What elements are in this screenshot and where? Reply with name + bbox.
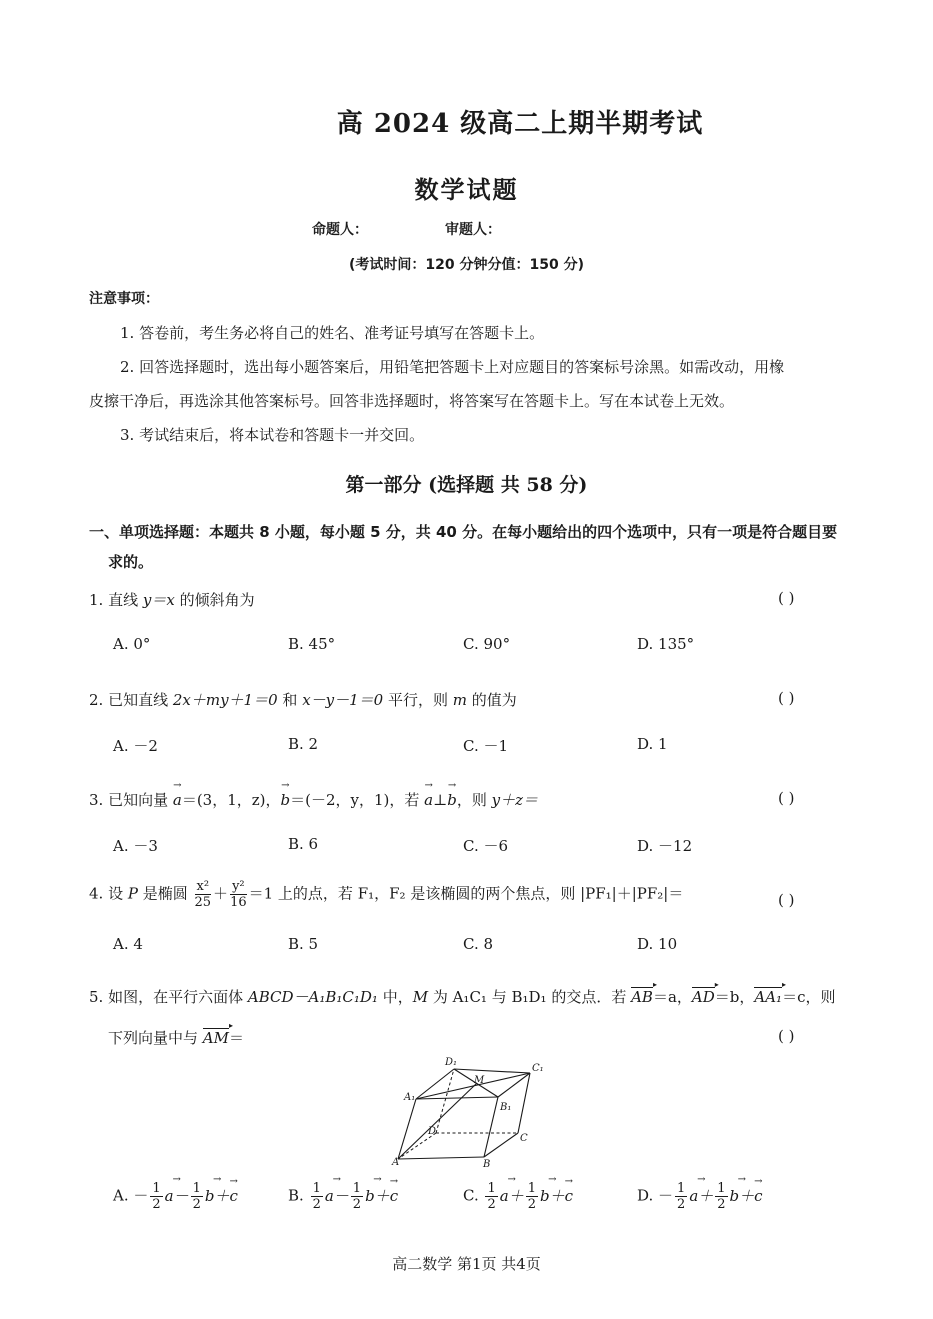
section-heading-line-1: 一、单项选择题：本题共 8 小题，每小题 5 分，共 40 分。在每小题给出的四个选项中，只有一项是符合题目要 [89,523,838,541]
page-footer: 高二数学 第1页 共4页 [392,1255,541,1273]
q5-line2-a: 下列向量中与 [108,1029,203,1047]
q2-option-a: A. －2 [113,737,158,755]
q4-option-d: D. 10 [637,935,678,953]
q5-eq-a: ＝a， [652,988,692,1006]
frac-num: 1 [152,1181,161,1196]
frac-den: 2 [487,1197,496,1212]
q3-option-c: C. －6 [463,837,509,855]
q3-option-a: A. －3 [113,837,158,855]
frac-den: 2 [677,1197,686,1212]
q2-option-c: C. －1 [463,737,509,755]
q4-option-b: B. 5 [288,935,319,953]
parallelepiped-figure [380,1055,560,1170]
frac-num: 1 [352,1181,362,1196]
note-item-3: 3. 考试结束后，将本试卷和答题卡一并交回。 [120,426,425,444]
q2-mid: 和 [277,691,303,709]
q1-prefix: 1. 直线 [89,591,143,609]
term-c: → c [754,1187,762,1205]
q4-option-a: A. 4 [113,935,143,953]
frac-num: 1 [487,1181,496,1196]
half-fraction [675,1182,687,1211]
notes-heading: 注意事项： [89,291,159,307]
q5-d-label: D. － [637,1186,674,1205]
frac-y-den: 16 [230,895,247,910]
half-fraction [150,1182,162,1211]
term-c: → c [230,1187,238,1205]
label-d1: D₁ [445,1057,458,1068]
vector-a-2: → a [424,791,433,809]
label-a: A [392,1157,400,1168]
frac-den: 2 [192,1197,201,1212]
term-a: → a＋ [500,1185,524,1206]
q2-expr-1: 2x＋my＋1＝0 [172,691,278,709]
half-fraction [311,1182,323,1211]
q1-option-a: A. 0° [113,635,151,653]
q3-b-value: ＝(－2，y，1)，若 [290,791,425,809]
q5-option-b [288,1182,398,1211]
section-heading-line-2: 求的。 [108,553,154,571]
plus-sign: ＋ [213,884,229,903]
vector-am: AM ▸ [203,1028,229,1047]
term-c: → c [565,1187,573,1205]
frac-num: 1 [677,1181,686,1196]
q4-mid: 是椭圆 [137,884,193,903]
q5-c-label: C. [463,1186,484,1205]
q1-option-d: D. 135° [637,635,695,653]
q3-option-b: B. 6 [288,835,319,853]
frac-num: 1 [717,1181,726,1196]
half-fraction [351,1182,363,1211]
q2-prefix: 2. 已知直线 [89,691,173,709]
q5-line2-b: ＝ [228,1029,244,1047]
reviewer-label: 审题人： [445,222,501,238]
q5-solid: ABCD－A₁B₁C₁D₁ [247,988,378,1006]
term-b: → b＋ [540,1185,565,1206]
term-b: → b＋ [365,1185,390,1206]
vector-aa1: AA₁ ▸ [754,987,782,1006]
q4-answer-paren: ( ) [778,891,795,909]
part-title: 第一部分 (选择题 共 58 分) [345,474,588,496]
ellipse-fraction-x [195,880,212,909]
frac-num: 1 [192,1181,201,1196]
term-a: → a－ [325,1185,349,1206]
half-fraction [191,1182,203,1211]
q5-b-label: B. [288,1186,309,1205]
frac-den: 2 [312,1197,321,1212]
subject-title: 数学试题 [414,175,519,204]
note-item-2-line-1: 2. 回答选择题时，选出每小题答案后，用铅笔把答题卡上对应题目的答案标号涂黑。如需改动，用橡 [120,358,785,376]
q3-answer-paren: ( ) [778,789,795,807]
q5-eq-c: ＝c，则 [782,988,836,1006]
question-4 [89,880,683,909]
q2-answer-paren: ( ) [778,689,795,707]
q2-option-d: D. 1 [637,735,668,753]
q1-option-b: B. 45° [288,635,336,653]
frac-num: 1 [527,1181,536,1196]
vector-a: → a [173,791,182,809]
frac-den: 2 [717,1197,726,1212]
q5-option-d [637,1182,763,1211]
vector-ab: AB ▸ [631,987,653,1006]
q1-suffix: 的倾斜角为 [174,591,255,609]
q5-line1-b: 中， [377,988,413,1006]
label-m: M [474,1075,485,1086]
question-2 [89,689,517,710]
label-c: C [520,1133,528,1144]
frac-num: 1 [312,1181,321,1196]
point-p: P [127,884,138,903]
label-a1: A₁ [404,1092,416,1103]
question-5-line-1 [89,986,835,1007]
label-d: D [428,1126,437,1137]
q5-option-a [113,1182,238,1211]
half-fraction [485,1182,497,1211]
q3-a-value: ＝(3，1，z)， [181,791,281,809]
label-b1: B₁ [500,1102,512,1113]
frac-den: 2 [352,1197,362,1212]
frac-y-num: y² [232,879,245,894]
q4-option-c: C. 8 [463,935,494,953]
perp-symbol: ⊥ [433,791,448,809]
note-item-1: 1. 答卷前，考生务必将自己的姓名、准考证号填写在答题卡上。 [120,324,545,342]
q3-tail: y＋z＝ [491,791,539,809]
question-3 [89,789,538,810]
q1-option-c: C. 90° [463,635,511,653]
question-1 [89,589,255,610]
vector-ad: AD ▸ [692,987,715,1006]
q2-mid-2: 平行，则 [383,691,453,709]
term-a: → a－ [165,1185,189,1206]
q1-answer-paren: ( ) [778,589,795,607]
frac-den: 2 [527,1197,536,1212]
q3-suffix: ，则 [456,791,492,809]
label-c1: C₁ [532,1063,544,1074]
vector-b-2: → b [447,791,457,809]
half-fraction [526,1182,538,1211]
term-c: → c [390,1187,398,1205]
frac-den: 2 [152,1197,161,1212]
term-b: → b＋ [205,1185,230,1206]
q4-prefix: 4. 设 [89,884,128,903]
q2-option-b: B. 2 [288,735,319,753]
q2-expr-2: x－y－1＝0 [302,691,384,709]
half-fraction [715,1182,727,1211]
note-item-2-line-2: 皮擦干净后，再选涂其他答案标号。回答非选择题时，将答案写在答题卡上。写在本试卷上无效。 [89,392,735,410]
q5-answer-paren: ( ) [778,1027,795,1045]
exam-title: 高 2024 级高二上期半期考试 [336,109,704,139]
term-b: → b＋ [730,1185,755,1206]
author-label: 命题人： [312,222,368,238]
q5-line1-a: 5. 如图，在平行六面体 [89,988,248,1006]
label-b: B [483,1159,491,1170]
q5-line1-c: 为 A₁C₁ 与 B₁D₁ 的交点．若 [428,988,632,1006]
question-5-line-2 [108,1027,244,1048]
frac-x-num: x² [196,879,210,894]
frac-x-den: 25 [194,895,212,910]
q1-expr: y＝x [142,591,175,609]
q5-a-label: A. － [113,1186,149,1205]
q5-eq-b: ＝b， [714,988,755,1006]
term-a: → a＋ [689,1185,713,1206]
ellipse-fraction-y [230,880,247,909]
q4-after: ＝1 上的点，若 F₁，F₂ 是该椭圆的两个焦点，则 |PF₁|＋|PF₂|＝ [248,884,684,903]
q3-prefix: 3. 已知向量 [89,791,173,809]
q5-option-c [463,1182,573,1211]
q2-var: m [452,691,468,709]
exam-time-info: (考试时间：120 分钟分值：150 分) [349,257,584,273]
q2-suffix: 的值为 [467,691,517,709]
vector-b: → b [281,791,291,809]
q5-point-m: M [412,988,429,1006]
q3-option-d: D. －12 [637,837,693,855]
